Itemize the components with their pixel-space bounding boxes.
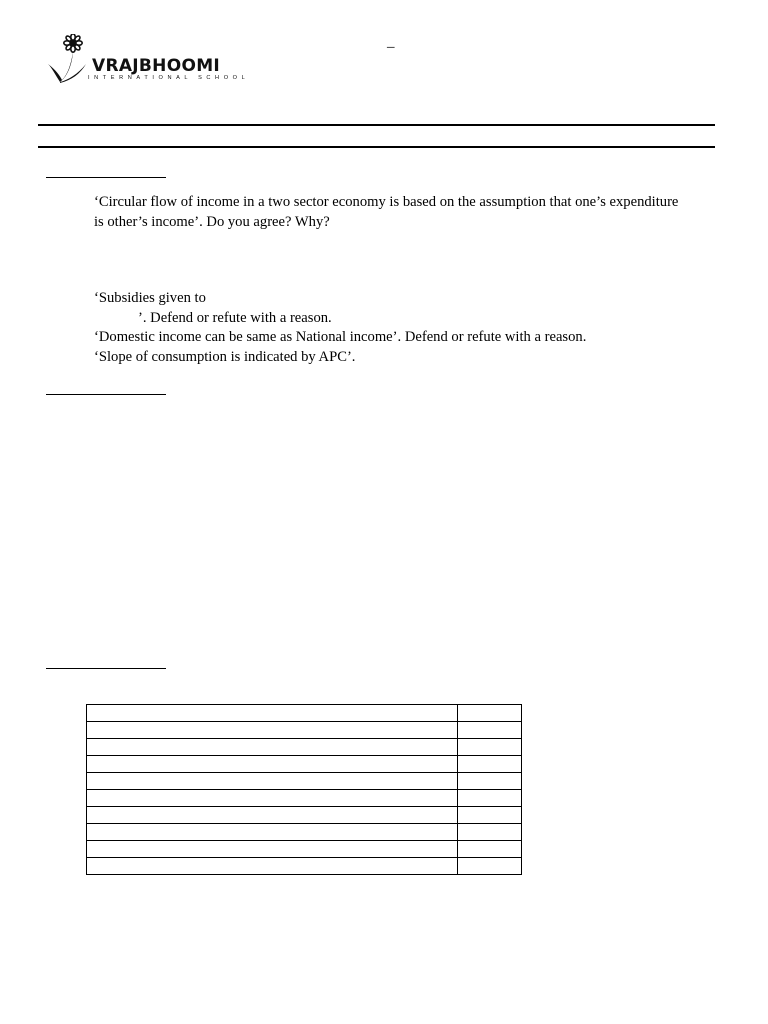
table-row — [87, 824, 522, 841]
table-cell — [87, 858, 458, 875]
table-row — [87, 841, 522, 858]
table-cell — [87, 773, 458, 790]
section-heading-underline — [46, 668, 166, 669]
table-row — [87, 756, 522, 773]
stem-swoosh — [48, 52, 73, 82]
section-heading-underline — [46, 177, 166, 178]
question-line: ‘Domestic income can be same as National income’. Defend or refute with a reason. — [94, 329, 587, 345]
table-row — [87, 790, 522, 807]
title-fragment: – — [387, 39, 395, 55]
header-rule-top — [38, 124, 715, 126]
table-row — [87, 705, 522, 722]
table-cell — [87, 739, 458, 756]
question-line: ‘Subsidies given to — [94, 290, 206, 306]
question-line: ‘Circular flow of income in a two sector economy is based on the assumption that one’s expenditure — [94, 194, 679, 210]
table-cell — [458, 790, 522, 807]
table-cell — [87, 807, 458, 824]
flower-icon — [64, 34, 82, 52]
table-cell — [87, 756, 458, 773]
table-cell — [87, 790, 458, 807]
table-row — [87, 722, 522, 739]
table-cell — [458, 858, 522, 875]
answer-table — [86, 704, 522, 875]
table-cell — [87, 824, 458, 841]
section-heading-underline — [46, 394, 166, 395]
table-cell — [458, 841, 522, 858]
question-line: ’. Defend or refute with a reason. — [138, 310, 332, 326]
table-cell — [458, 739, 522, 756]
table-cell — [458, 824, 522, 841]
table-cell — [458, 773, 522, 790]
table-row — [87, 739, 522, 756]
table-cell — [458, 705, 522, 722]
table-cell — [458, 756, 522, 773]
table-cell — [87, 705, 458, 722]
brand-tagline: INTERNATIONAL SCHOOL — [88, 75, 250, 81]
table-cell — [458, 807, 522, 824]
table-row — [87, 858, 522, 875]
table-row — [87, 773, 522, 790]
question-line: is other’s income’. Do you agree? Why? — [94, 214, 330, 230]
question-line: ‘Slope of consumption is indicated by APC’. — [94, 349, 356, 365]
brand-name: VRAJBHOOMI — [92, 56, 221, 76]
header-rule-bottom — [38, 146, 715, 148]
table-cell — [87, 841, 458, 858]
table-cell — [87, 722, 458, 739]
table-cell — [458, 722, 522, 739]
table-row — [87, 807, 522, 824]
